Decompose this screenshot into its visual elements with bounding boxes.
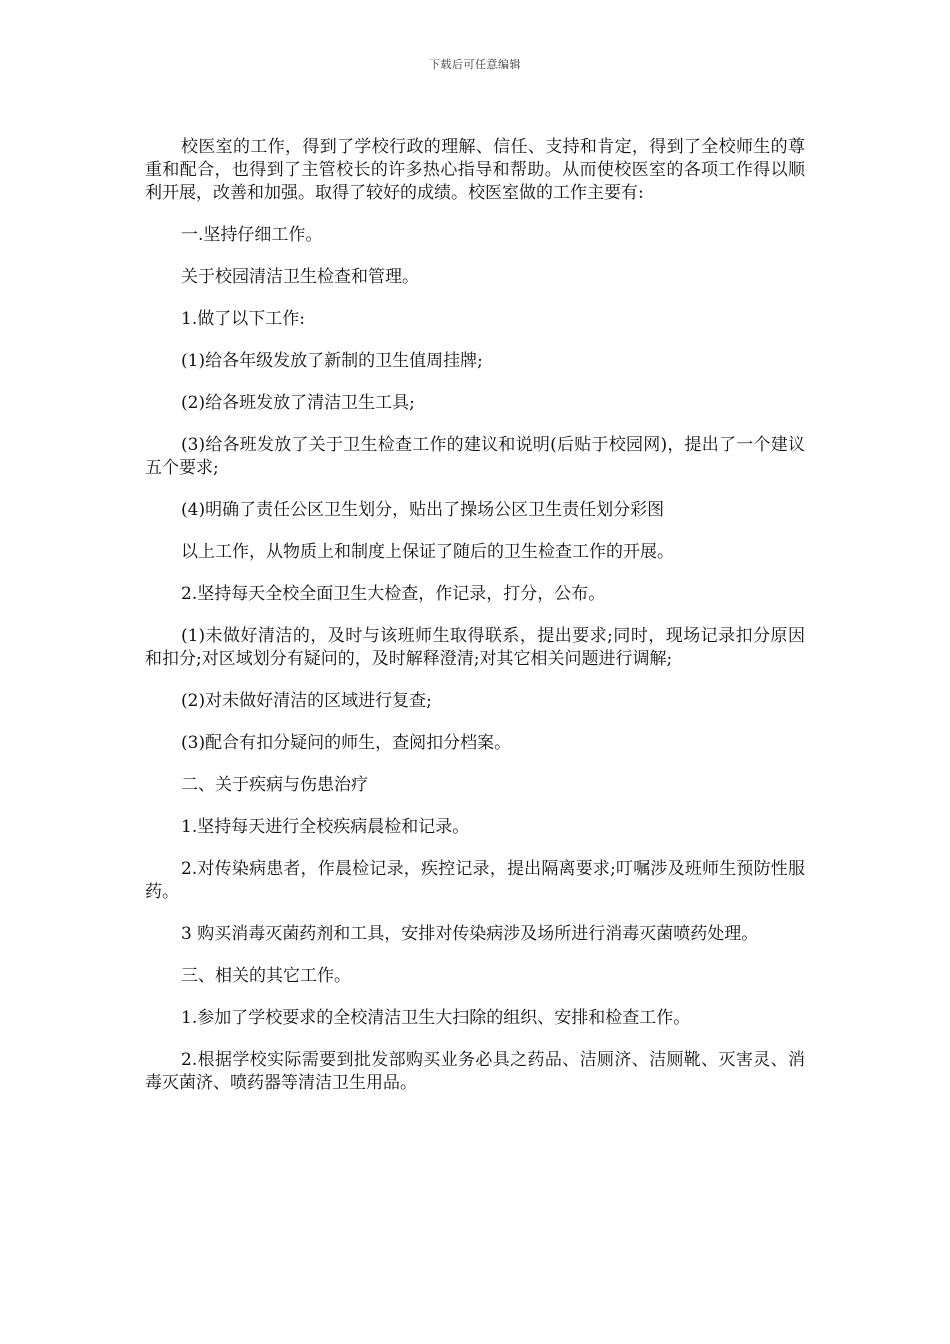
list-item: 1.坚持每天进行全校疾病晨检和记录。 — [181, 817, 470, 837]
subsection-heading: 关于校园清洁卫生检查和管理。 — [181, 267, 419, 287]
list-item: (4)明确了责任公区卫生划分，贴出了操场公区卫生责任划分彩图 — [181, 500, 665, 520]
section-heading-1: 一.坚持仔细工作。 — [181, 225, 323, 245]
list-item: 2.对传染病患者，作晨检记录，疾控记录，提出隔离要求;叮嘱涉及班师生预防性服药。 — [145, 859, 805, 902]
list-item: (3)给各班发放了关于卫生检查工作的建议和说明(后贴于校园网)，提出了一个建议五个要求; — [145, 435, 805, 478]
list-item: (3)配合有扣分疑问的师生，查阅扣分档案。 — [181, 733, 512, 753]
list-item: 2.坚持每天全校全面卫生大检查，作记录，打分，公布。 — [181, 584, 606, 604]
list-item: (1)给各年级发放了新制的卫生值周挂牌; — [181, 351, 483, 371]
list-item: (2)对未做好清洁的区域进行复查; — [181, 691, 432, 711]
paragraph-intro: 校医室的工作，得到了学校行政的理解、信任、支持和肯定，得到了全校师生的尊重和配合，也得到了主管校长的许多热心指导和帮助。从而使校医室的各项工作得以顺利开展，改善和加强。取得了较好的成绩。校医室做的工作主要有: — [145, 137, 805, 203]
list-item: 3 购买消毒灭菌药剂和工具，安排对传染病涉及场所进行消毒灭菌喷药处理。 — [181, 924, 759, 944]
page-header: 下载后可任意编辑 — [429, 58, 521, 71]
list-item: 2.根据学校实际需要到批发部购买业务必具之药品、洁厕济、洁厕靴、灭害灵、消毒灭菌济、喷药器等清洁卫生用品。 — [145, 1050, 805, 1093]
list-item: (1)未做好清洁的，及时与该班师生取得联系，提出要求;同时，现场记录扣分原因和扣分;对区域划分有疑问的，及时解释澄清;对其它相关问题进行调解; — [145, 626, 805, 669]
list-item: (2)给各班发放了清洁卫生工具; — [181, 393, 415, 413]
section-heading-2: 二、关于疾病与伤患治疗 — [181, 775, 368, 795]
document-body — [145, 136, 805, 1114]
paragraph-summary: 以上工作，从物质上和制度上保证了随后的卫生检查工作的开展。 — [181, 542, 674, 562]
section-heading-3: 三、相关的其它工作。 — [181, 966, 351, 986]
list-item: 1.参加了学校要求的全校清洁卫生大扫除的组织、安排和检查工作。 — [181, 1008, 691, 1028]
list-item: 1.做了以下工作: — [181, 309, 305, 329]
